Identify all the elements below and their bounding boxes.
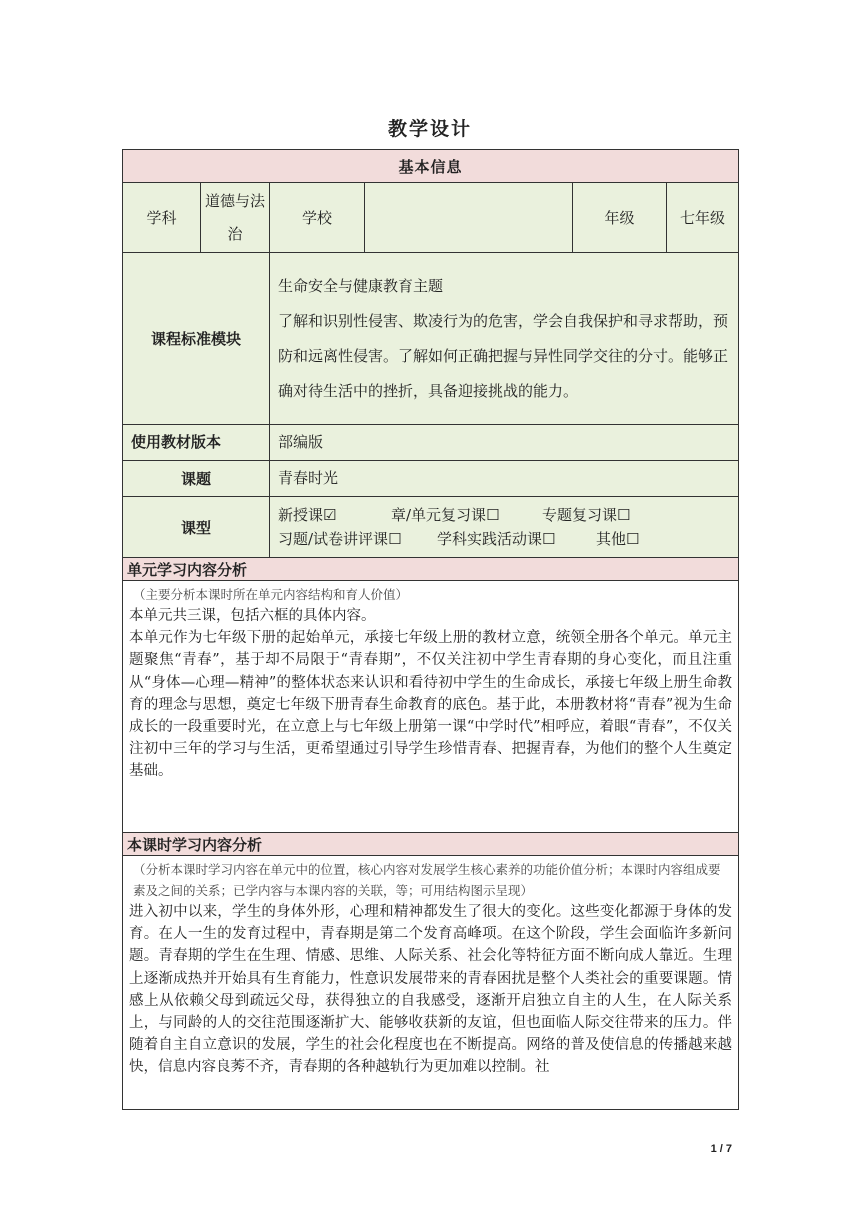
checkbox-icon[interactable]: ☐ xyxy=(486,506,500,524)
checkbox-icon[interactable]: ☐ xyxy=(617,506,631,524)
textbook-label: 使用教材版本 xyxy=(123,425,270,461)
lesson-type-option[interactable]: 习题/试卷讲评课☐ xyxy=(278,527,437,551)
curriculum-topic: 生命安全与健康教育主题 xyxy=(278,276,444,295)
unit-analysis-para: 本单元共三课，包括六框的具体内容。 xyxy=(129,608,376,624)
school-value xyxy=(365,183,573,253)
curriculum-text: 了解和识别性侵害、欺凌行为的危害，学会自我保护和寻求帮助，预防和远离性侵害。了解如何正确把握与异性同学交往的分寸。能够正确对待生活中的挫折，具备迎接挑战的能力。 xyxy=(278,311,729,400)
lesson-type-option[interactable]: 专题复习课☐ xyxy=(542,503,630,527)
unit-analysis-note: （主要分析本课时所在单元内容结构和育人价值） xyxy=(133,587,409,602)
basic-info-header: 基本信息 xyxy=(123,150,739,183)
lesson-type-option[interactable]: 章/单元复习课☐ xyxy=(391,503,542,527)
unit-analysis-body xyxy=(123,581,739,833)
lesson-title-value: 青春时光 xyxy=(270,461,739,497)
lesson-type-label: 课型 xyxy=(123,497,270,558)
unit-analysis-title: 单元学习内容分析 xyxy=(123,558,739,581)
lesson-title-label: 课题 xyxy=(123,461,270,497)
lesson-type-option[interactable]: 新授课☑ xyxy=(278,503,391,527)
lesson-analysis-para: 进入初中以来，学生的身体外形，心理和精神都发生了很大的变化。这些变化都源于身体的发育。在人一生的发育过程中，青春期是第二个发育高峰项。在这个阶段，学生会面临许多新问题。青春期的学生在生理、情感、思维、人际关系、社会化等特征方面不断向成人靠近。生理上逐渐成热并开始具有生育能力，性意识发展带来的青春困扰是整个人类社会的重要课题。情感上从依赖父母到疏远父母，获得独立的自我感受，逐渐开启独立自主的人生，在人际关系上，与同龄的人的交往范围逐渐扩大、能够收获新的友谊，但也面临人际交往带来的压力。伴随着自主自立意识的发展，学生的社会化程度也在不断提高。网络的普及使信息的传播越来越快，信息内容良莠不齐，青春期的各种越轨行为更加难以控制。社 xyxy=(129,904,733,1076)
checked-checkbox-icon[interactable]: ☑ xyxy=(323,506,337,524)
lesson-analysis-body xyxy=(123,856,739,1110)
school-label: 学校 xyxy=(270,183,365,253)
subject-value: 道德与法治 xyxy=(201,183,270,253)
grade-value: 七年级 xyxy=(667,183,739,253)
lesson-type-option[interactable]: 其他☐ xyxy=(596,527,639,551)
grade-label: 年级 xyxy=(573,183,667,253)
lesson-analysis-note: （分析本课时学习内容在单元中的位置，核心内容对发展学生核心素养的功能价值分析；本课时内容组成要素及之间的关系；已学内容与本课内容的关联，等；可用结构图示呈现） xyxy=(133,862,721,898)
lesson-design-table xyxy=(122,149,739,1110)
page-number: 1 / 7 xyxy=(710,1143,732,1155)
checkbox-icon[interactable]: ☐ xyxy=(388,530,402,548)
curriculum-label: 课程标准模块 xyxy=(123,253,270,425)
unit-analysis-para: 本单元作为七年级下册的起始单元，承接七年级上册的教材立意，统领全册各个单元。单元主题聚焦“青春”，基于却不局限于“青春期”，不仅关注初中学生青春期的身心变化，而且注重从“身体—心理—精神”的整体状态来认识和看待初中学生的生命成长，承接七年级上册生命教育的理念与思想，奠定七年级下册青春生命教育的底色。基于此，本册教材将“青春”视为生命成长的一段重要时光，在立意上与七年级上册第一课“中学时代”相呼应，着眼“青春”，不仅关注初中三年的学习与生活，更希望通过引导学生珍惜青春、把握青春，为他们的整个人生奠定基础。 xyxy=(129,630,733,780)
subject-label: 学科 xyxy=(123,183,201,253)
lesson-type-option[interactable]: 学科实践活动课☐ xyxy=(437,527,596,551)
lesson-analysis-title: 本课时学习内容分析 xyxy=(123,833,739,856)
document-title: 教学设计 xyxy=(387,118,472,140)
checkbox-icon[interactable]: ☐ xyxy=(542,530,556,548)
lesson-type-options xyxy=(270,497,739,558)
textbook-value: 部编版 xyxy=(270,425,739,461)
checkbox-icon[interactable]: ☐ xyxy=(626,530,640,548)
